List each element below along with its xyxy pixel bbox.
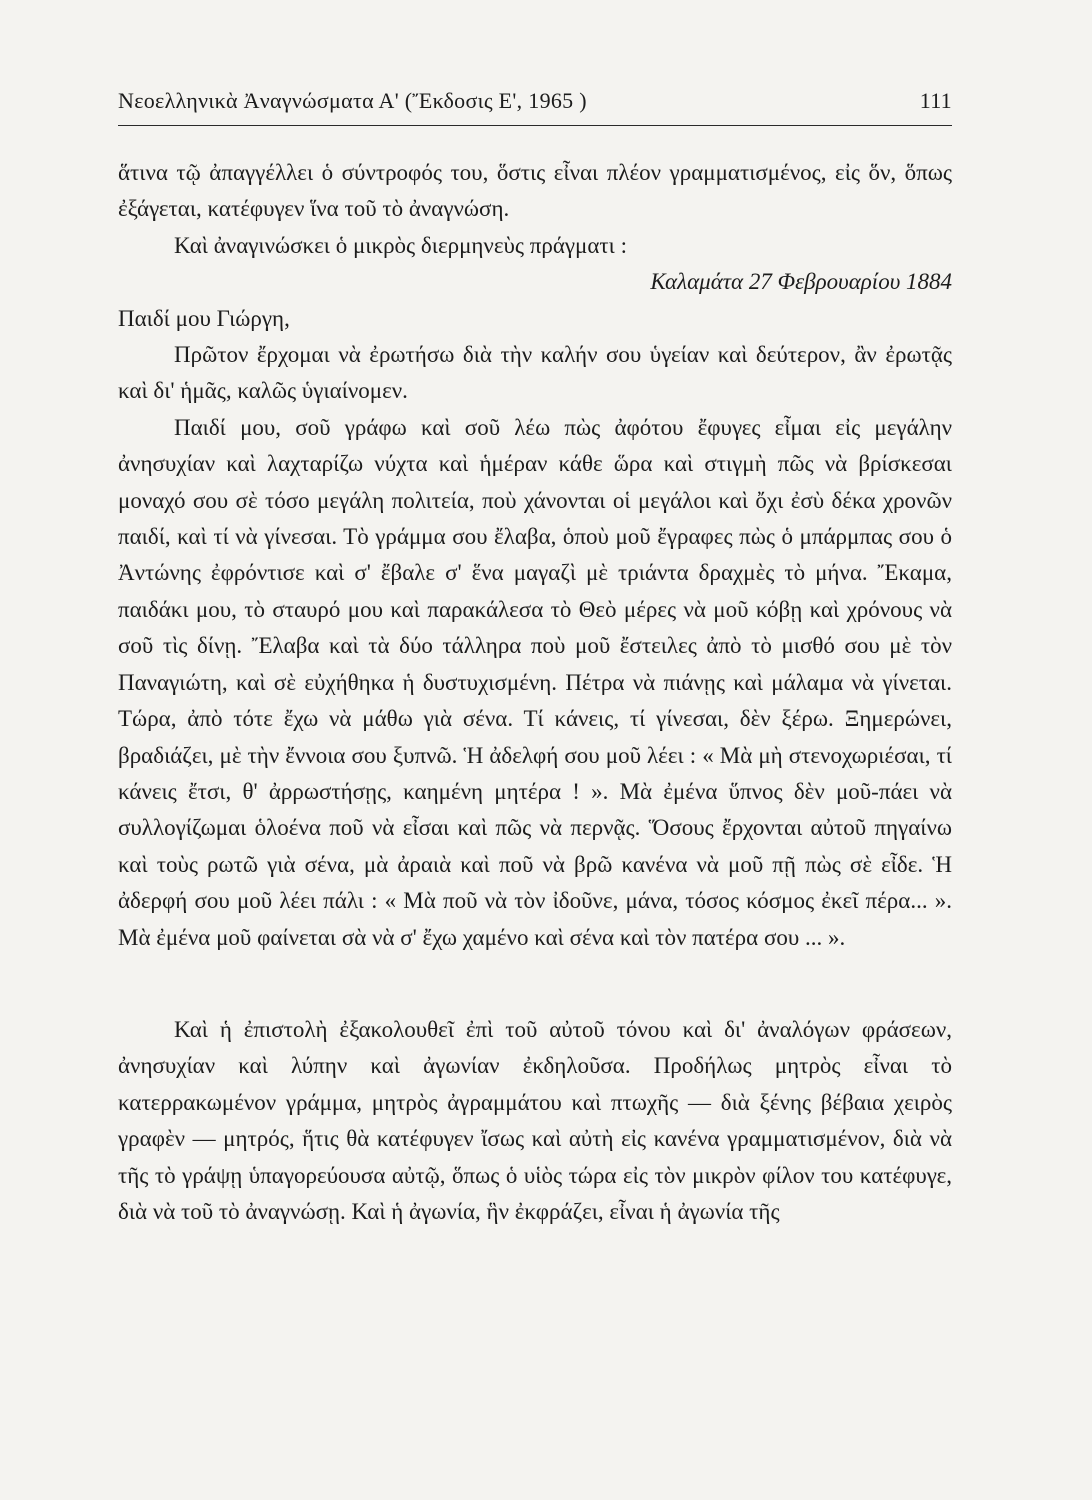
- running-head-title: Νεοελληνικὰ Ἀναγνώσματα Α' (Ἔκδοσις Ε', 1965 ): [118, 88, 587, 113]
- body-text: [118, 155, 952, 1230]
- header-rule: [118, 125, 952, 126]
- page-number: 111: [919, 88, 952, 113]
- letter-paragraph-2: Παιδί μου, σοῦ γράφω καὶ σοῦ λέω πὼς ἀφότου ἔφυγες εἶμαι εἰς μεγάλην ἀνησυχίαν καὶ λαχταρίζω νύχτα καὶ ἡμέραν κάθε ὥρα καὶ στιγμὴ πῶς νὰ βρίσκεσαι μοναχό σου σὲ τόσο μεγάλη πολιτεία, ποὺ χάνονται οἱ μεγάλοι καὶ ὄχι ἐσὺ δέκα χρονῶν παιδί, καὶ τί νὰ γίνεσαι. Τὸ γράμμα σου ἔλαβα, ὁποὺ μοῦ ἔγραφες πὼς ὁ μπάρμπας σου ὁ Ἀντώνης ἐφρόντισε καὶ σ' ἔβαλε σ' ἕνα μαγαζὶ μὲ τριάντα δραχμὲς τὸ μήνα. Ἔκαμα, παιδάκι μου, τὸ σταυρό μου καὶ παρακάλεσα τὸ Θεὸ μέρες νὰ μοῦ κόβῃ καὶ χρόνους νὰ σοῦ τὶς δίνῃ. Ἔλαβα καὶ τὰ δύο τάλληρα ποὺ μοῦ ἔστειλες ἀπὸ τὸ μισθό σου μὲ τὸν Παναγιώτη, καὶ σὲ εὐχήθηκα ἡ δυστυχισμένη. Πέτρα νὰ πιάνῃς καὶ μάλαμα νὰ γίνεται. Τώρα, ἀπὸ τότε ἔχω νὰ μάθω γιὰ σένα. Τί κάνεις, τί γίνεσαι, δὲν ξέρω. Ξημερώνει, βραδιάζει, μὲ τὴν ἔννοια σου ξυπνῶ. Ἡ ἀδελφή σου μοῦ λέει : « Μὰ μὴ στενοχωριέσαι, τί κάνεις ἔτσι, θ' ἀρρωστήσῃς, καημένη μητέρα ! ». Μὰ ἐμένα ὕπνος δὲν μοῦ-πάει νὰ συλλογίζωμαι ὁλοένα ποῦ νὰ εἶσαι καὶ πῶς νὰ περνᾷς. Ὅσους ἔρχονται αὐτοῦ πηγαίνω καὶ τοὺς ρωτῶ γιὰ σένα, μὰ ἀραιὰ καὶ ποῦ νὰ βρῶ κανένα νὰ μοῦ πῇ πὼς σὲ εἶδε. Ἡ ἀδερφή σου μοῦ λέει πάλι : « Μὰ ποῦ νὰ τὸν ἰδοῦνε, μάνα, τόσος κόσμος ἐκεῖ πέρα... ». Μὰ ἐμένα μοῦ φαίνεται σὰ νὰ σ' ἔχω χαμένο καὶ σένα καὶ τὸν πατέρα σου ... ».: [118, 414, 952, 950]
- intro-continuation: ἅτινα τῷ ἀπαγγέλλει ὁ σύντροφός του, ὅστις εἶναι πλέον γραμματισμένος, εἰς ὅν, ὅπως ἐξάγεται, κατέφυγεν ἵνα τοῦ τὸ ἀναγνώση.: [118, 160, 952, 222]
- letter-dateline: Καλαμάτα 27 Φεβρουαρίου 1884: [650, 269, 952, 295]
- intro-reading: Καὶ ἀναγινώσκει ὁ μικρὸς διερμηνεὺς πράγματι :: [174, 232, 627, 258]
- after-letter-paragraph: Καὶ ἡ ἐπιστολὴ ἐξακολουθεῖ ἐπὶ τοῦ αὐτοῦ τόνου καὶ δι' ἀναλόγων φράσεων, ἀνησυχίαν καὶ λύπην καὶ ἀγωνίαν ἐκδηλοῦσα. Προδήλως μητρὸς εἶναι τὸ κατερρακωμένον γράμμα, μητρὸς ἀγραμμάτου καὶ πτωχῆς — διὰ ξένης βέβαια χειρὸς γραφὲν — μητρός, ἥτις θὰ κατέφυγεν ἴσως καὶ αὐτὴ εἰς κανένα γραμματισμένον, διὰ νὰ τῆς τὸ γράψῃ ὑπαγορεύουσα αὐτῷ, ὅπως ὁ υἱὸς τώρα εἰς τὸν μικρὸν φίλον του κατέφυγε, διὰ νὰ τοῦ τὸ ἀναγνώσῃ. Καὶ ἡ ἀγωνία, ἣν ἐκφράζει, εἶναι ἡ ἀγωνία τῆς: [118, 1016, 952, 1224]
- letter-salutation: Παιδί μου Γιώργη,: [118, 305, 290, 331]
- section-gap: [118, 956, 952, 1012]
- letter-paragraph-1: Πρῶτον ἔρχομαι νὰ ἐρωτήσω διὰ τὴν καλήν σου ὑγείαν καὶ δεύτερον, ἂν ἐρωτᾷς καὶ δι' ἡμᾶς, καλῶς ὑγιαίνομεν.: [118, 342, 952, 404]
